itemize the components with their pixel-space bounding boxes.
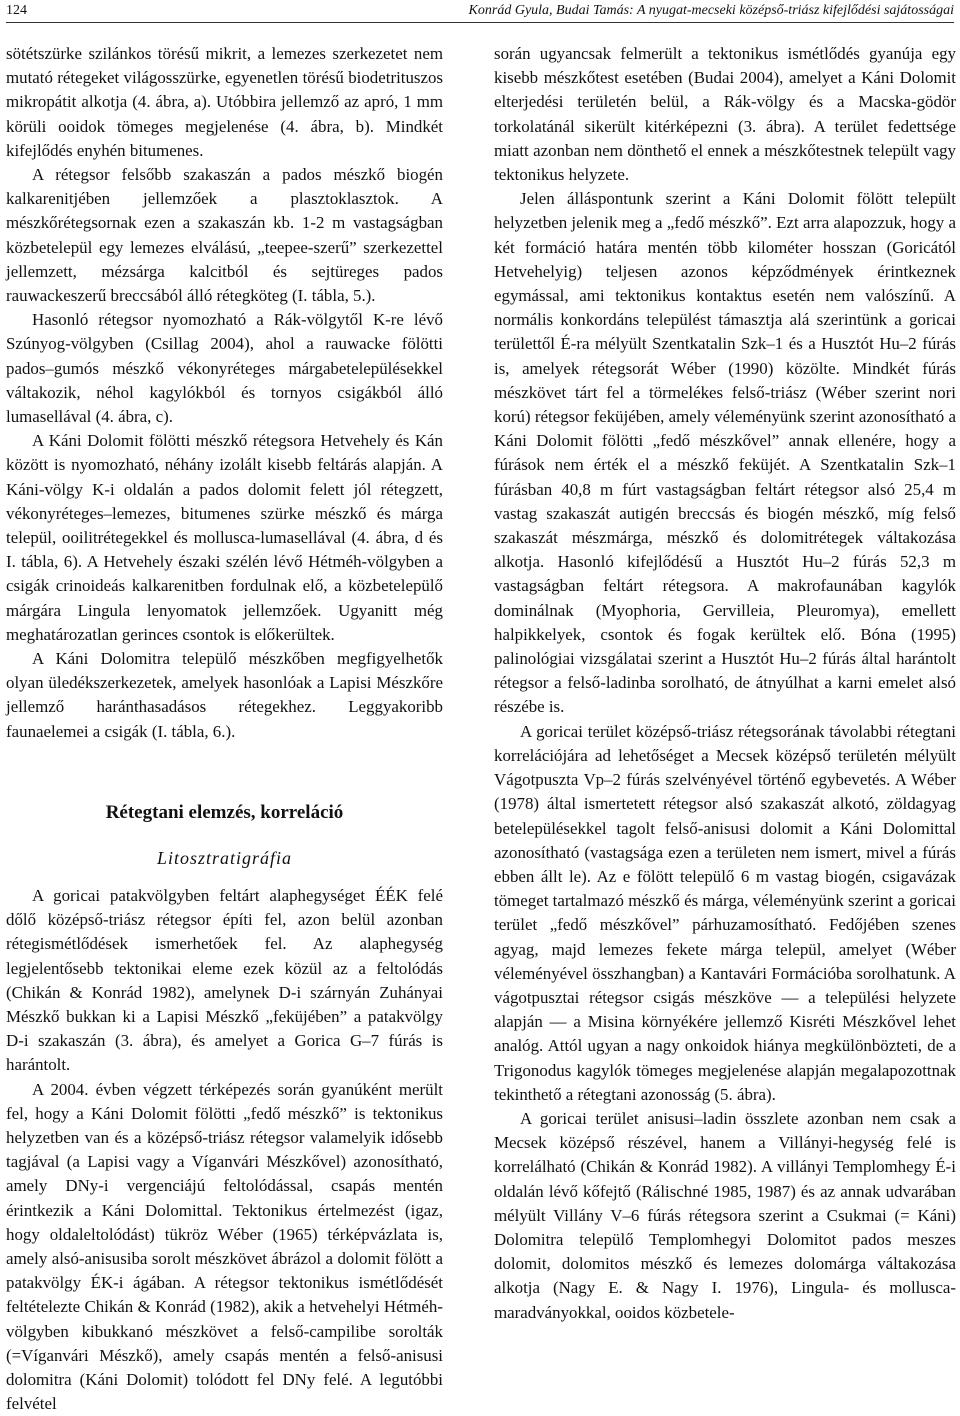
right-column	[494, 42, 956, 1325]
paragraph: A Káni Dolomit fölötti mészkő rétegsora Hetvehely és Kán között is nyomozható, néhány izolált kisebb feltárás alapján. A Káni-völgy K-i oldalán a pados dolomit felett jól rétegzett, vékonyréteges–lemezes, bitumenes szürke mészkő és márga települ, ooilitrétegekkel és mollusca-lumasellával (4. ábra, d és I. tábla, 6). A Hetvehely északi szélén lévő Hétméh-völgyben a csigák crinoideás kalkarenitben fordulnak elő, a közbetelepülő márgára Lingula lenyomatok jellemzőek. Ugyanitt még meghatározatlan gerinces csontok is előkerültek.	[6, 431, 443, 644]
paragraph: sötétszürke szilánkos törésű mikrit, a lemezes szerkezetet nem mutató rétegeket világosszürke, egyenetlen törésű biodetrituszos mikropátit alkotja (4. ábra, a). Utóbbira jellemző az apró, 1 mm körüli ooidok tömeges megjelenése (4. ábra, b). Mindkét kifejlődés enyhén bitumenes.	[6, 44, 443, 160]
paragraph: A goricai terület középső-triász rétegsorának távolabbi rétegtani korrelációjára ad lehetőséget a Mecsek középső területén mélyült Vágotpuszta Vp–2 fúrás szelvényével történő egybevetés. A Wéber (1978) által ismertetett rétegsor alsó szakaszát alkotó, zöldagyag betelepülésekkel tagolt felső-anisusi dolomit a Káni Dolomittal azonosítható (vastagsága ezen a területen nem ismert, mivel a fúrás ebben állt le). Az e fölött települő 6 m vastag biogén, csigavázak tömeget tartalmazó mészkő és márga, véleményünk szerint a goricai terület „fedő mészkővel” párhuzamosítható. Fedőjében szenes agyag, majd lemezes fekete márga települ, amelyet (Wéber véleményével összhangban) a Kantavári Formációba sorolhatunk. A vágotpusztai rétegsor csigás mészköve — a települési helyzete alapján — a Misina környékére jellemző Kisréti Mészkővel lehet analóg. Attól ugyan a nagy onkoidok hiánya megkülönbözteti, de a Trigonodus kagylók tömeges megjelenése alapján megalapozottnak tekinthető a rétegtani azonosság (5. ábra).	[494, 721, 956, 1104]
running-header	[6, 0, 954, 23]
subsection-heading: Litosztratigráfia	[156, 847, 293, 868]
paragraph: A goricai terület anisusi–ladin összlete azonban nem csak a Mecsek középső részével, hanem a Villányi-hegység felé is korrelálható (Chikán & Konrád 1982). A villányi Templomhegy É-i oldalán lévő kőfejtő (Rálischné 1985, 1987) és az annak udvarában mélyült Villány V–6 fúrás rétegsora szerint a Csukmai (= Káni) Dolomitra települő Templomhegyi Dolomitot pados meszes dolomit, dolomitos mészkő és lemezes dolomárga váltakozása alkotja (Nagy E. & Nagy I. 1976), Lingula- és mollusca-maradványokkal, ooidos közbetele-	[494, 1108, 956, 1322]
left-column	[6, 42, 443, 1416]
paragraph: Hasonló rétegsor nyomozható a Rák-völgytől K-re lévő Szúnyog-völgyben (Csillag 2004), ahol a rauwacke fölötti pados–gumós mészkő vékonyréteges márgabetelepülésekkel váltakozik, néhol kagylókból és tornyos csigákból álló lumasellával (4. ábra, c).	[6, 310, 443, 427]
running-title: Konrád Gyula, Budai Tamás: A nyugat-mecseki középső-triász kifejlődési sajátosságai	[468, 3, 954, 18]
page-number: 124	[6, 3, 27, 18]
paragraph: A rétegsor felsőbb szakaszán a pados mészkő biogén kalkarenitjében jellemzőek a plasztoklasztok. A mészkőrétegsornak ezen a szakaszán kb. 1-2 m vastagságban közbetelepül egy lemezes elválású, „teepee-szerű” szerkezettel jellemzett, mézsárga kalcitból és sejtüreges pados rauwackeszerű breccsából álló rétegköteg (I. tábla, 5.).	[6, 165, 443, 306]
paragraph: A goricai patakvölgyben feltárt alaphegységet ÉÉK felé dőlő középső-triász rétegsor építi fel, azon belül azonban rétegismétlődések ismerhetőek fel. Az alaphegység legjelentősebb tektonikai eleme ezek közül az a feltolódás (Chikán & Konrád 1982), amelynek D-i szárnyán Zuhányai Mészkő bukkan ki a Lapisi Mészkő „feküjében” a patakvölgy D-i szakaszán (3. ábra), és amelyet a Gorica G–7 fúrás is harántolt.	[6, 885, 443, 1075]
paragraph: A 2004. évben végzett térképezés során gyanúként merült fel, hogy a Káni Dolomit fölötti „fedő mészkő” is tektonikus helyzetben van és a középső-triász rétegsor valamelyik idősebb tagjával (a Lapisi vagy a Víganvári Mészkővel) azonosítható, amely DNy-i vergenciájú feltolódással, csapás mentén érintkezik a Káni Dolomittal. Tektonikus értelmezést (igaz, hogy oldaleltolódást) tükröz Wéber (1965) térképvázlata is, amely alsó-anisusiba sorolt mészkövet ábrázol a dolomit fölött a patakvölgy ÉK-i ágában. A rétegsor tektonikus ismétlődését feltételezte Chikán & Konrád (1982), akik a hetvehelyi Hétméh-völgyben kibukkanó mészkövet a felső-campilibe sorolták (=Víganvári Mészkő), amely csapás mentén a felső-anisusi dolomitra (Káni Dolomit) tolódott fel DNy felé. A legutóbbi felvétel	[6, 1079, 443, 1414]
paragraph: során ugyancsak felmerült a tektonikus ismétlődés gyanúja egy kisebb mészkőtest esetében (Budai 2004), amelyet a Káni Dolomit elterjedési területén belül, a Rák-völgy és a Macska-gödör torkolatánál sikerült kitérképezni (3. ábra). A terület fedettsége miatt azonban nem dönthető el ennek a mészkőtestnek települt vagy tektonikus helyzete.	[494, 44, 956, 185]
section-heading: Rétegtani elemzés, korreláció	[105, 801, 344, 823]
paragraph: Jelen álláspontunk szerint a Káni Dolomit fölött települt helyzetben jelenik meg a „fedő mészkő”. Ezt arra alapozzuk, hogy a két formáció határa mentén több kilométer hosszan (Goricától Hetvehelyig) teljesen azonos képződmények érintkeznek egymással, ami tektonikus kontaktus esetén nem valószínű. A normális konkordáns települést támasztja alá szerintünk a goricai területtől É-ra mélyült Szentkatalin Szk–1 és a Husztót Hu–2 fúrás is, amelyek rétegsorát Wéber (1990) közölte. Mindkét fúrás mészkövet tárt fel a törmelékes felső-triász (Wéber szerint nori korú) rétegsor feküjében, amely véleményünk szerint azonosítható a Káni Dolomit fölötti „fedő mészkővel” annak ellenére, hogy a fúrások nem érték el a mészkő feküjét. A Szentkatalin Szk–1 fúrásban 40,8 m fúrt vastagságban feltárt rétegsor alsó 25,4 m vastag szakaszát autigén breccsás és biogén mészkő, míg felső szakaszát mészmárga, mészkő és dolomitrétegek váltakozása alkotja. Hasonló kifejlődésű a Husztót Hu–2 fúrás 52,3 m vastagságban feltárt rétegsora. A makrofaunában kagylók dominálnak (Myophoria, Gervilleia, Pleuromya), emellett halpikkelyek, csontok és fogak kerültek elő. Bóna (1995) palinológiai vizsgálatai szerint a Husztót Hu–2 fúrás által harántolt rétegsor a felső-ladinba sorolható, de átnyúlhat a karni emelet alsó részébe is.	[494, 189, 956, 717]
paragraph: A Káni Dolomitra települő mészkőben megfigyelhetők olyan üledékszerkezetek, amelyek hasonlóak a Lapisi Mészkőre jellemző haránthasadásos rétegekhez. Leggyakoribb faunaelemei a csigák (I. tábla, 6.).	[6, 649, 443, 741]
